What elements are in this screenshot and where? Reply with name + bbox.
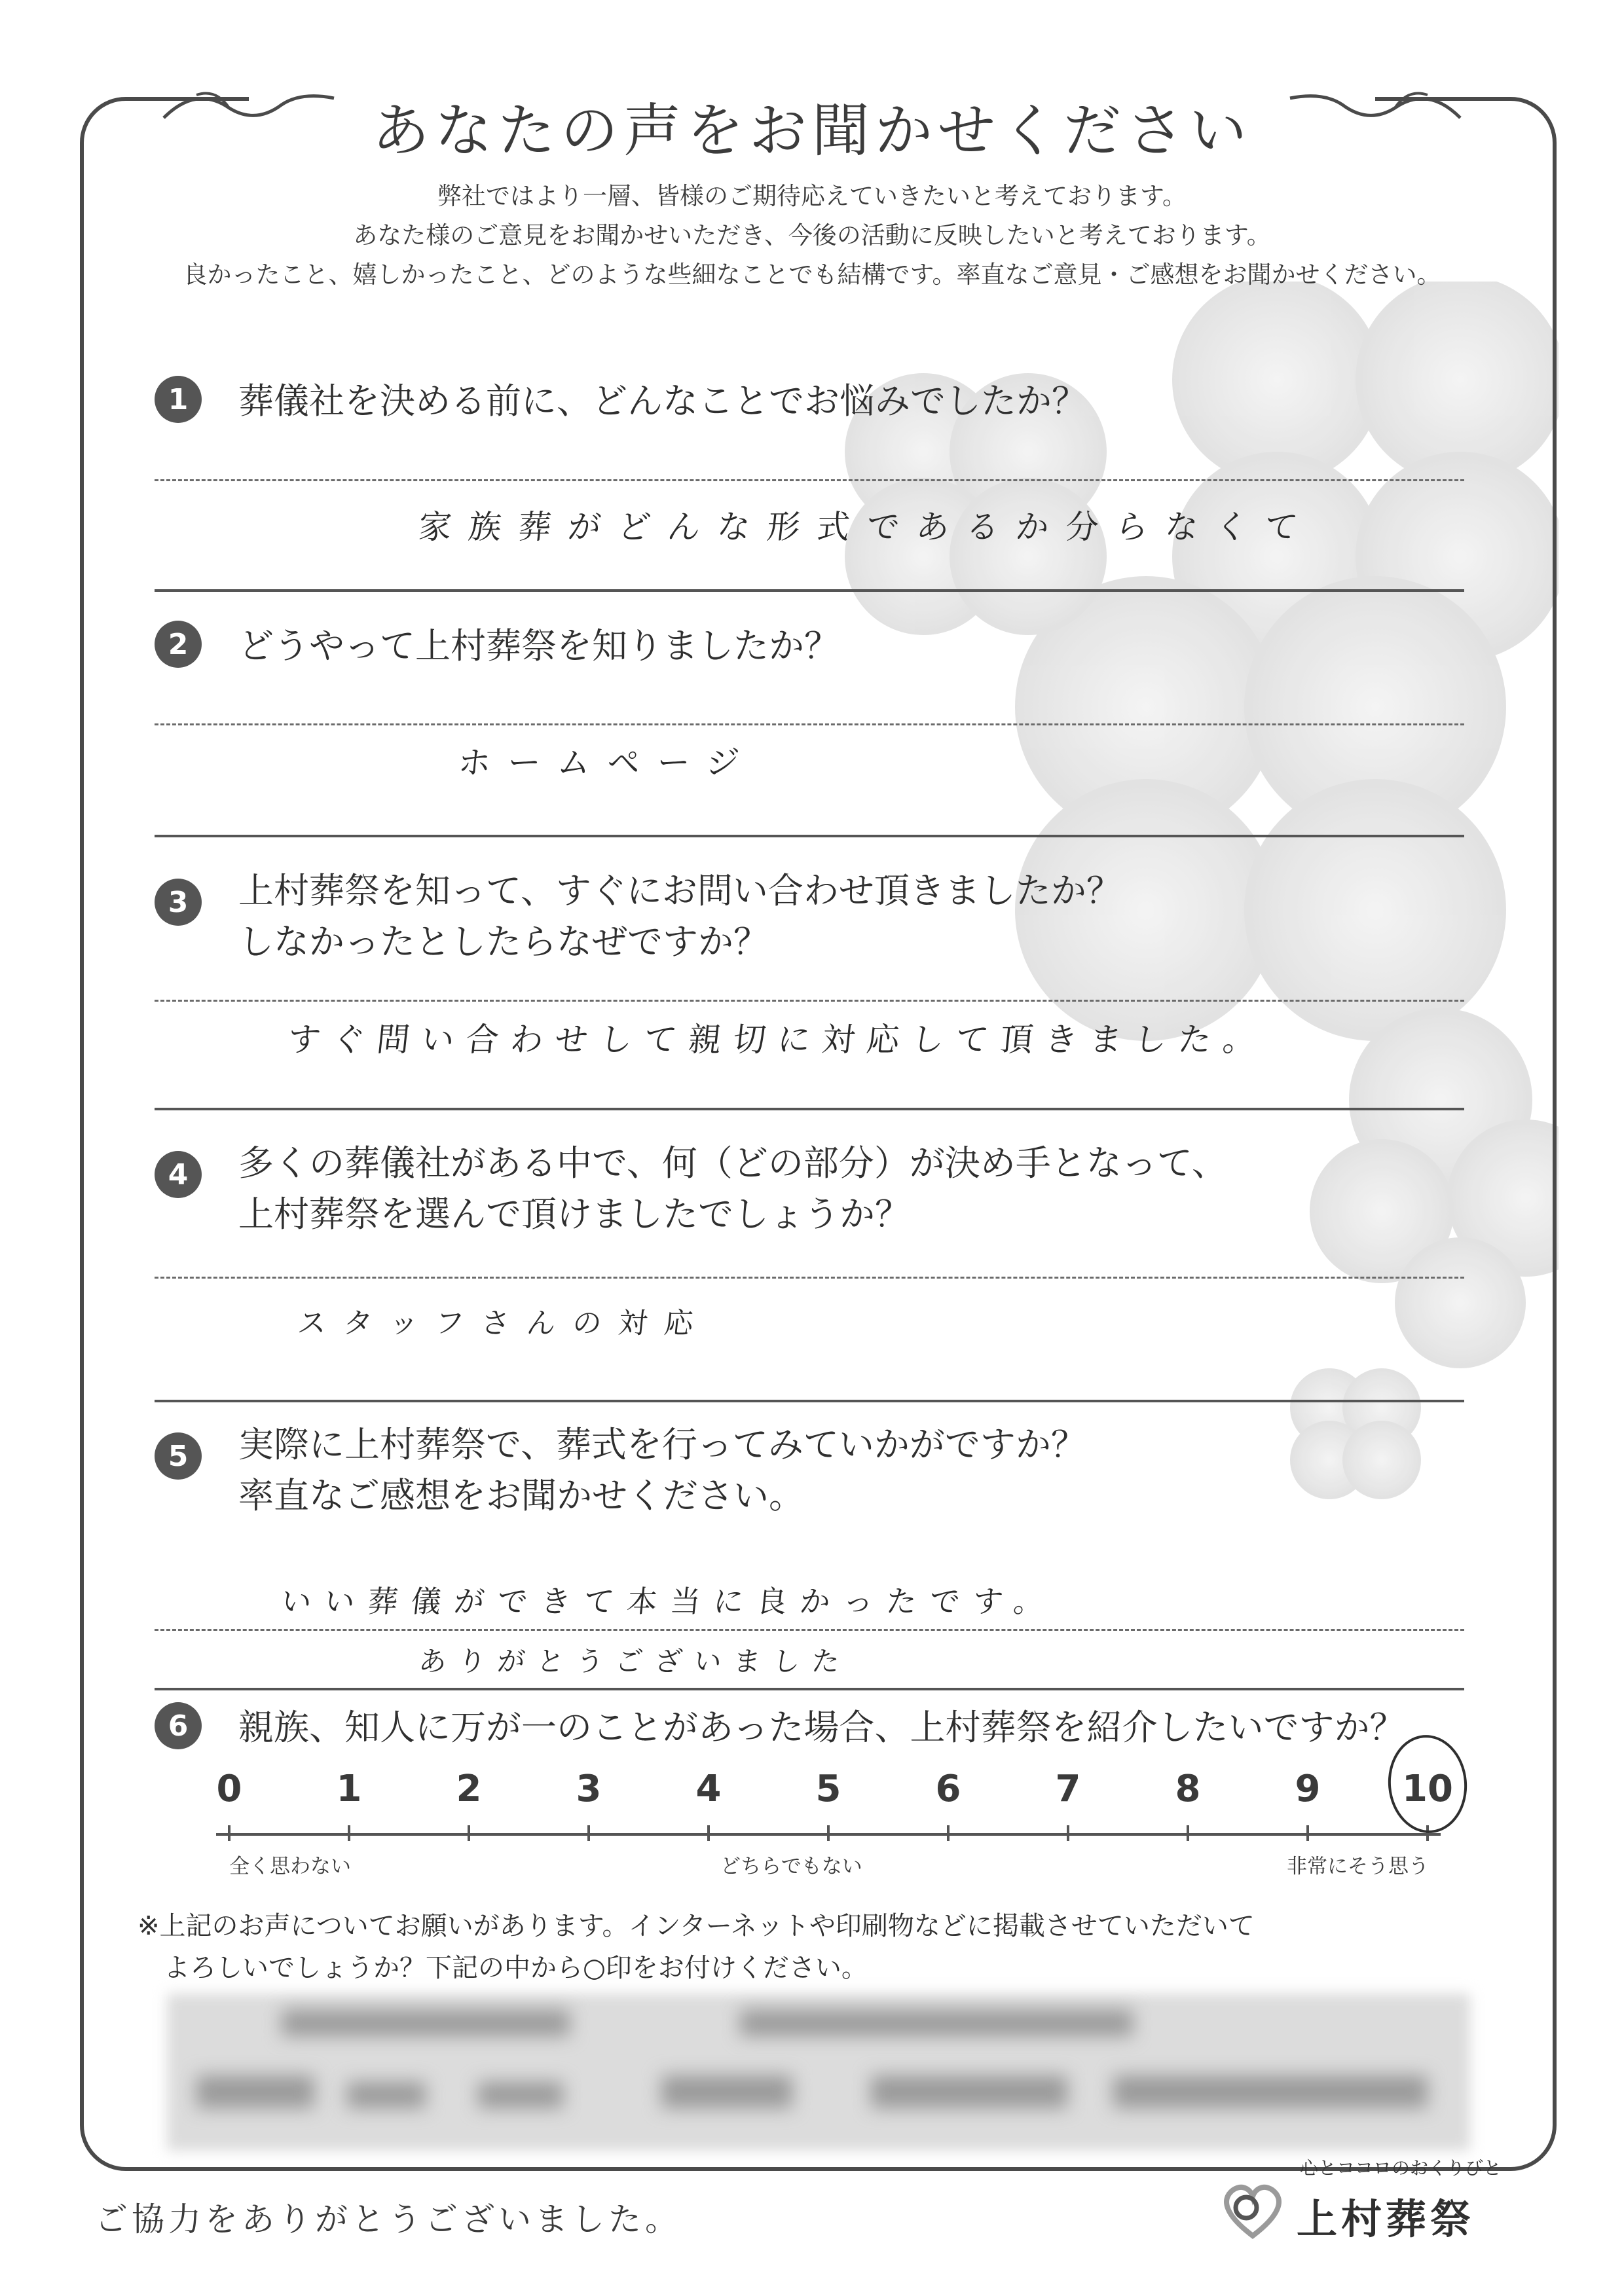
answer-dashed-line: [155, 1000, 1464, 1002]
scale-tick-label: 7: [1055, 1768, 1081, 1810]
scale-tick-label: 5: [815, 1768, 841, 1810]
intro-text: [0, 177, 1624, 295]
intro-line: 弊社ではより一層、皆様のご期待応えていきたいと考えております。: [437, 182, 1187, 210]
handwritten-answer: すぐ問い合わせして親切に対応して頂きました。: [286, 1021, 1270, 1059]
answer-dashed-line: [155, 1277, 1464, 1279]
question-line: 多くの葬儀社がある中で、何（どの部分）が決め手となって、: [238, 1142, 1227, 1184]
redacted-bar: [1113, 2075, 1428, 2108]
scale-tick: [1067, 1825, 1069, 1841]
question-text: 親族、知人に万が一のことがあった場合、上村葬祭を紹介したいですか？: [238, 1707, 1405, 1748]
question-text: [238, 1138, 1227, 1240]
question-number-badge: 4: [155, 1151, 202, 1198]
answer-dashed-line: [155, 1629, 1464, 1631]
question-line: 率直なご感想をお聞かせください。: [238, 1475, 804, 1516]
answer-solid-line: [155, 1108, 1464, 1110]
scale-tick: [947, 1825, 950, 1841]
question-number-badge: 1: [155, 376, 202, 423]
question-text: [238, 1419, 1086, 1522]
handwritten-answer: ありがとうございました: [417, 1645, 853, 1677]
redacted-bar: [196, 2075, 314, 2108]
answer-dashed-line: [155, 479, 1464, 481]
answer-solid-line: [155, 1688, 1464, 1690]
scale-tick: [228, 1825, 231, 1841]
question-number-badge: 3: [155, 879, 202, 926]
answer-solid-line: [155, 1400, 1464, 1402]
answer-solid-line: [155, 589, 1464, 592]
scale-tick: [348, 1825, 350, 1841]
page-title: あなたの声をお聞かせください: [371, 97, 1252, 164]
permission-note: [138, 1905, 1255, 1989]
handwritten-answer: ホームページ: [456, 744, 758, 782]
redacted-bar: [478, 2082, 563, 2108]
scale-tick-label: 8: [1175, 1768, 1201, 1810]
logo-tagline: 心とココロのおくりびと: [1300, 2157, 1502, 2179]
scale-high-label: 非常にそう思う: [1287, 1855, 1429, 1878]
scale-tick-label: 3: [576, 1768, 602, 1810]
handwritten-answer: スタッフさんの対応: [295, 1307, 712, 1340]
question-text: [238, 866, 1122, 968]
question-text: どうやって上村葬祭を知りましたか？: [238, 625, 840, 666]
handwritten-answer: いい葬儀ができて本当に良かったです。: [279, 1584, 1059, 1619]
question-number-badge: 2: [155, 621, 202, 668]
scale-tick-label: 10: [1402, 1768, 1453, 1810]
redacted-bar: [282, 2010, 570, 2036]
logo-name: 上村葬祭: [1297, 2195, 1475, 2243]
redacted-bar: [740, 2010, 1133, 2036]
scale-tick-label: 1: [336, 1768, 362, 1810]
scale-tick: [827, 1825, 830, 1841]
scale-tick: [1306, 1825, 1309, 1841]
question-line: 実際に上村葬祭で、葬式を行ってみていかがですか？: [238, 1424, 1086, 1465]
scale-tick-label: 9: [1295, 1768, 1321, 1810]
heart-logo-icon: [1217, 2174, 1289, 2246]
question-line: しなかったとしたらなぜですか？: [238, 921, 769, 962]
scale-mid-label: どちらでもない: [720, 1855, 862, 1878]
scale-tick-label: 2: [456, 1768, 482, 1810]
thanks-message: ご協力をありがとうございました。: [95, 2200, 682, 2238]
question-number-badge: 6: [155, 1702, 202, 1749]
handwritten-answer: 家族葬がどんな形式であるか分らなくて: [416, 508, 1317, 546]
question-text: 葬儀社を決める前に、どんなことでお悩みでしたか？: [238, 380, 1087, 422]
scale-tick: [468, 1825, 470, 1841]
scale-tick: [1187, 1825, 1189, 1841]
scale-tick-label: 4: [695, 1768, 722, 1810]
scale-tick: [707, 1825, 710, 1841]
redacted-bar: [661, 2075, 792, 2108]
scale-tick-label: 6: [935, 1768, 961, 1810]
intro-line: あなた様のご意見をお聞かせいただき、今後の活動に反映したいと考えております。: [353, 221, 1271, 249]
answer-solid-line: [155, 835, 1464, 837]
question-line: 上村葬祭を知って、すぐにお問い合わせ頂きましたか？: [238, 870, 1122, 911]
redacted-bar: [871, 2075, 1067, 2108]
note-line: ※上記のお声についてお願いがあります。インターネットや印刷物などに掲載させていただいて: [138, 1911, 1255, 1941]
intro-line: 良かったこと、嬉しかったこと、どのような些細なことでも結構です。率直なご意見・ご感想をお聞かせください。: [183, 261, 1441, 289]
question-line: 上村葬祭を選んで頂けましたでしょうか？: [238, 1194, 910, 1235]
scale-tick: [587, 1825, 590, 1841]
answer-dashed-line: [155, 723, 1464, 725]
scale-low-label: 全く思わない: [229, 1855, 351, 1878]
scale-tick-label: 0: [216, 1768, 242, 1810]
note-line: よろしいでしょうか？下記の中から○印をお付けください。: [138, 1953, 868, 1983]
redacted-bar: [347, 2082, 426, 2108]
question-number-badge: 5: [155, 1432, 202, 1480]
